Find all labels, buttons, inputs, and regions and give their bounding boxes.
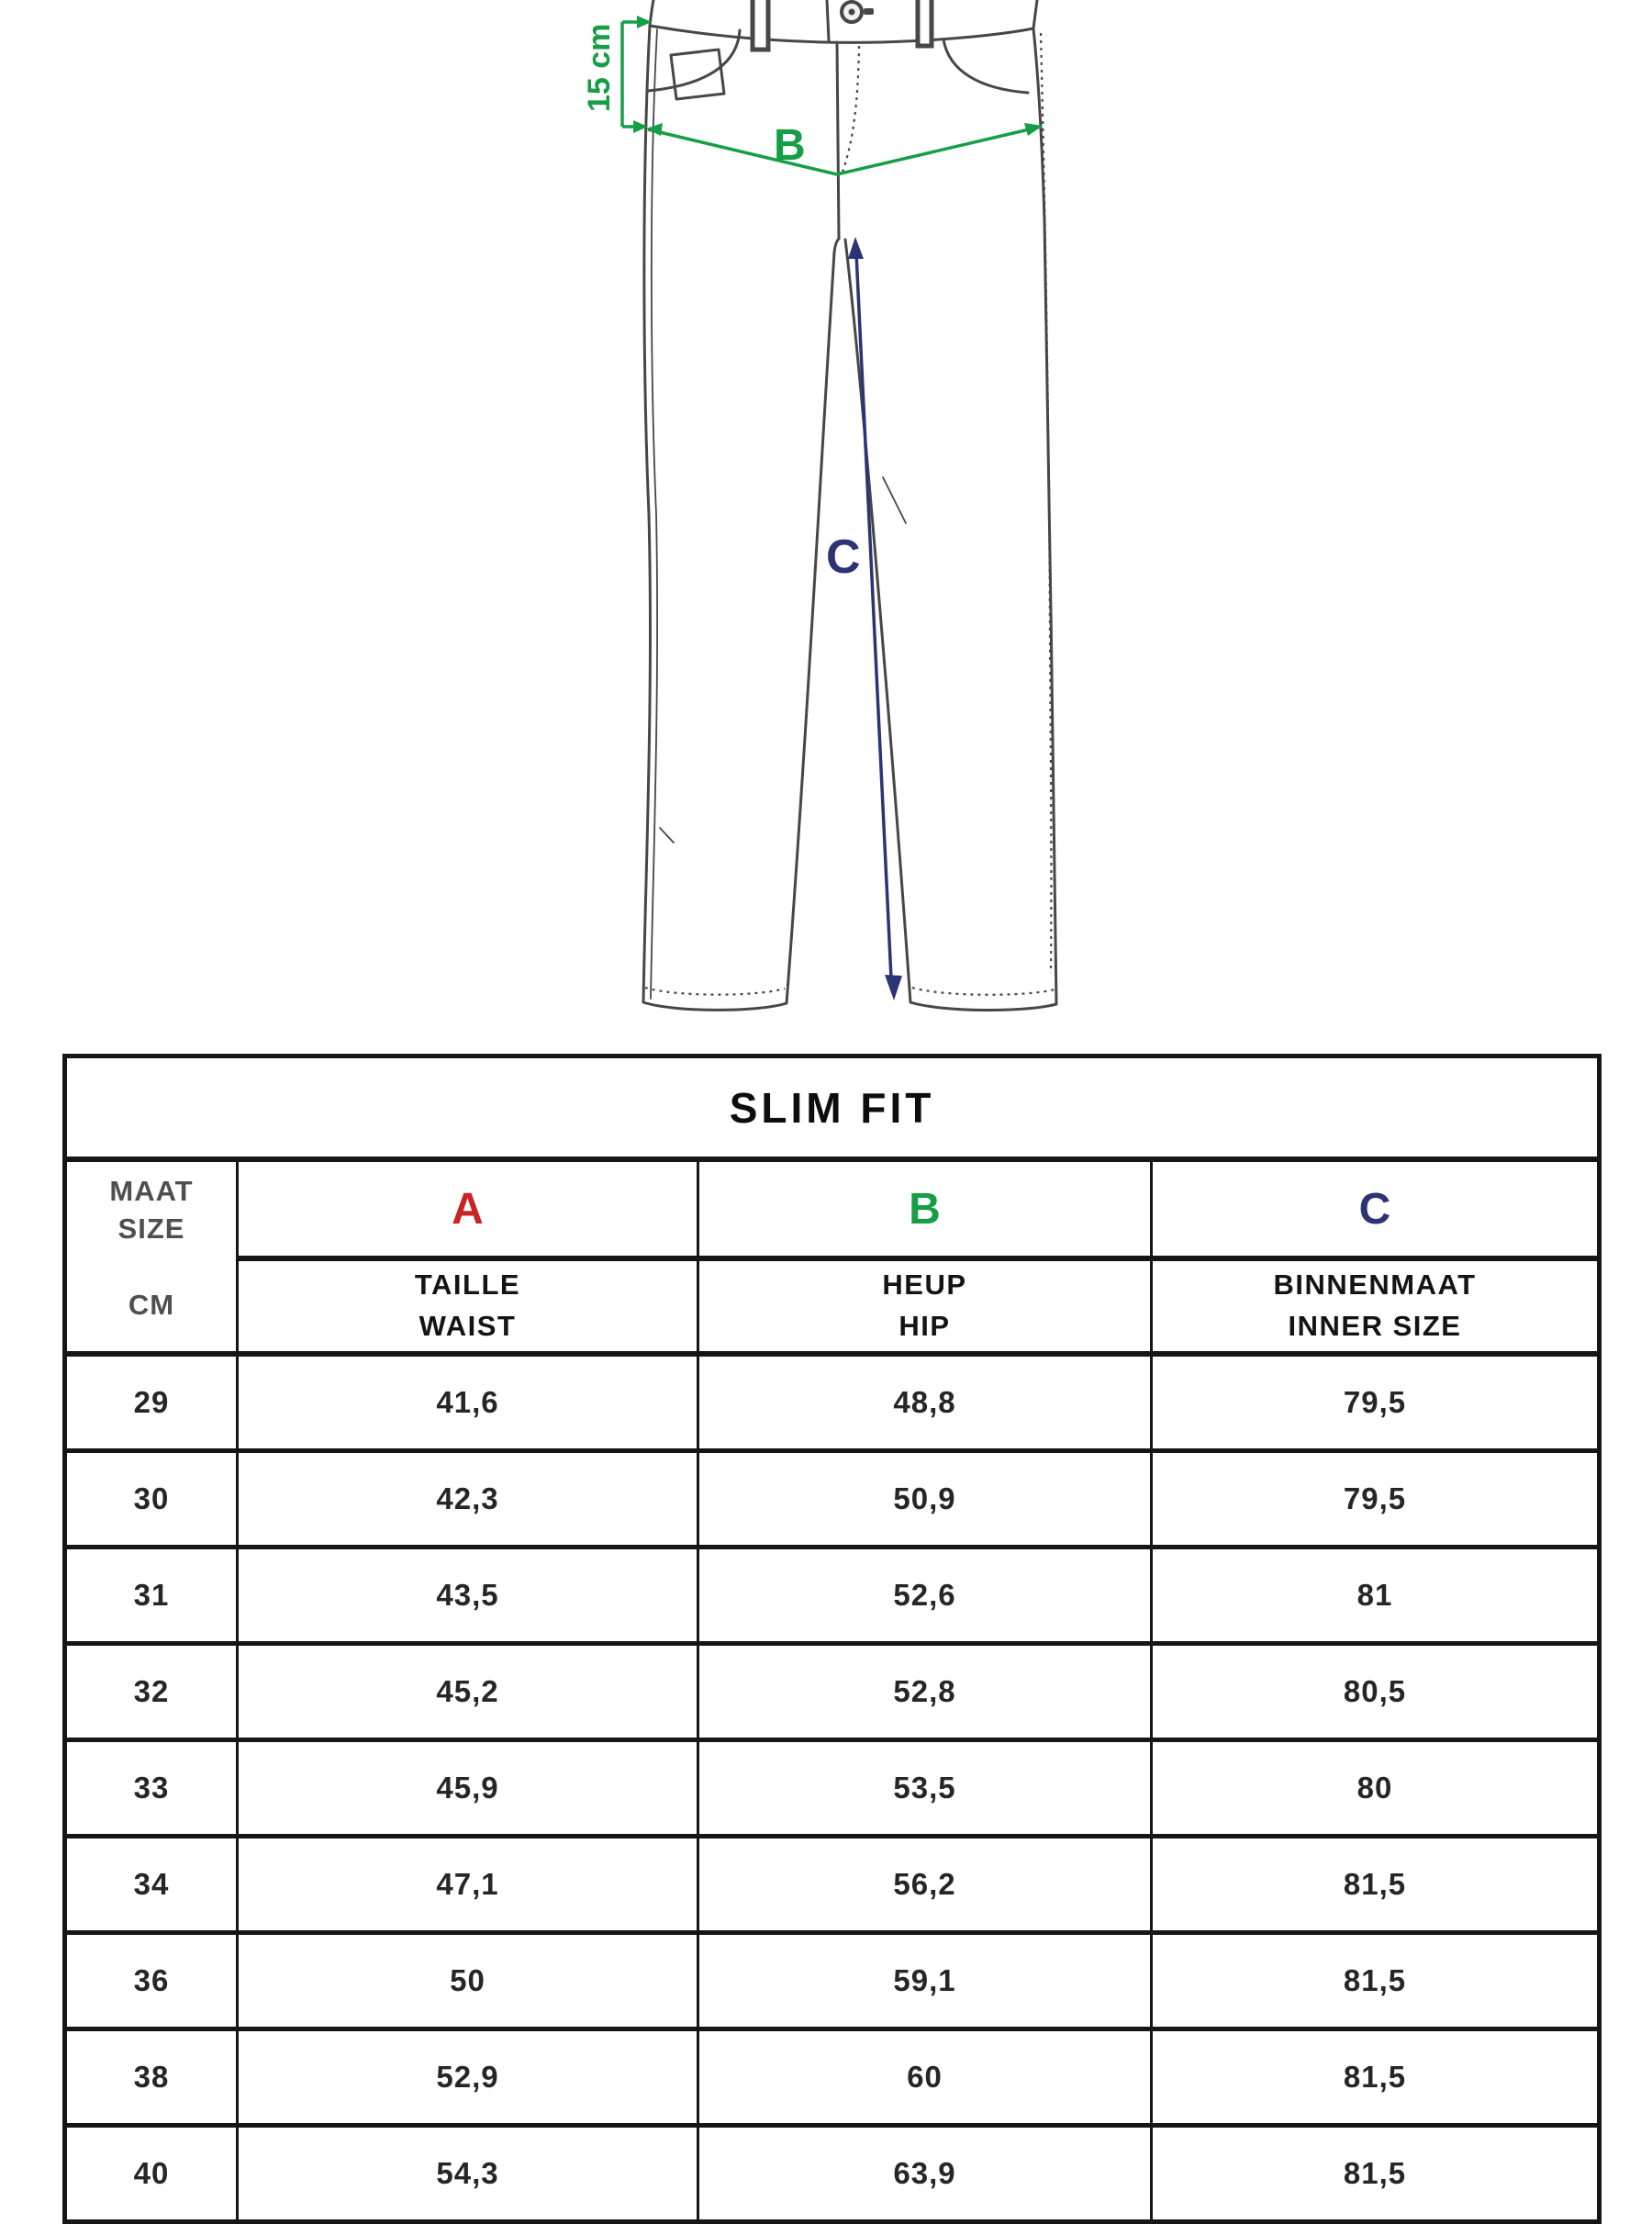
inner-size-value-cell: 79,5 <box>1152 1354 1600 1451</box>
dim-c-label: C <box>826 531 861 584</box>
size-header-unit: CM <box>128 1288 175 1321</box>
stitching-lines <box>645 33 1055 995</box>
column-letter-b: B <box>698 1159 1152 1258</box>
column-letter-row <box>65 1159 1600 1258</box>
waist-value-cell: 43,5 <box>238 1548 698 1644</box>
table-row <box>65 1548 1600 1644</box>
size-cell: 33 <box>65 1740 238 1837</box>
dim-15cm-label: 15 cm <box>582 23 617 112</box>
table-title-row <box>65 1056 1600 1160</box>
table-row <box>65 2029 1600 2126</box>
arrowhead-icon <box>646 123 663 136</box>
inner-size-value-cell: 79,5 <box>1152 1451 1600 1548</box>
pants-sketch <box>0 0 1652 1054</box>
label-nl: HEUP <box>882 1268 967 1302</box>
column-label-inner-size <box>1152 1258 1600 1354</box>
size-cell: 30 <box>65 1451 238 1548</box>
size-cell: 32 <box>65 1644 238 1740</box>
inner-size-value-cell: 81,5 <box>1152 1837 1600 1933</box>
table-title: SLIM FIT <box>65 1056 1600 1160</box>
label-nl: BINNENMAAT <box>1273 1268 1477 1302</box>
table-row <box>65 1837 1600 1933</box>
waist-value-cell: 45,2 <box>238 1644 698 1740</box>
waist-value-cell: 47,1 <box>238 1837 698 1933</box>
waist-value-cell: 41,6 <box>238 1354 698 1451</box>
hip-value-cell: 50,9 <box>698 1451 1152 1548</box>
waist-value-cell: 45,9 <box>238 1740 698 1837</box>
inner-size-value-cell: 81,5 <box>1152 2029 1600 2126</box>
column-letter-c: C <box>1152 1159 1600 1258</box>
label-nl: TAILLE <box>414 1268 521 1302</box>
table-row <box>65 2126 1600 2222</box>
dimension-15cm <box>582 16 652 133</box>
column-label-hip <box>698 1258 1152 1354</box>
inner-size-value-cell: 80 <box>1152 1740 1600 1837</box>
label-en: HIP <box>899 1310 951 1343</box>
column-label-row <box>65 1258 1600 1354</box>
table-row <box>65 1354 1600 1451</box>
size-header-maat-size <box>67 1162 236 1259</box>
table-row <box>65 1740 1600 1837</box>
coin-pocket <box>671 50 724 99</box>
hip-value-cell: 56,2 <box>698 1837 1152 1933</box>
size-table-rows <box>65 1354 1600 2222</box>
size-header-cell <box>65 1159 238 1354</box>
button-icon <box>842 2 874 22</box>
label-en: INNER SIZE <box>1288 1310 1462 1343</box>
pants-outline <box>643 26 1056 1011</box>
inner-size-value-cell: 81 <box>1152 1548 1600 1644</box>
dimension-c-inner <box>826 237 902 1000</box>
waist-value-cell: 42,3 <box>238 1451 698 1548</box>
size-header-line2: SIZE <box>117 1212 185 1245</box>
size-cell: 38 <box>65 2029 238 2126</box>
inner-size-value-cell: 80,5 <box>1152 1644 1600 1740</box>
arrowhead-icon <box>848 237 864 259</box>
column-letter-a: A <box>238 1159 698 1258</box>
column-label-waist <box>238 1258 698 1354</box>
arrowhead-icon <box>885 975 902 1000</box>
size-table <box>62 1054 1602 2224</box>
belt-loop-icon <box>918 0 932 46</box>
hip-value-cell: 60 <box>698 2029 1152 2126</box>
size-cell: 36 <box>65 1933 238 2029</box>
table-row <box>65 1451 1600 1548</box>
dim-b-label: B <box>774 121 806 170</box>
hip-value-cell: 52,8 <box>698 1644 1152 1740</box>
table-row <box>65 1933 1600 2029</box>
hip-value-cell: 59,1 <box>698 1933 1152 2029</box>
label-en: WAIST <box>419 1310 517 1343</box>
hip-value-cell: 63,9 <box>698 2126 1152 2222</box>
waist-value-cell: 52,9 <box>238 2029 698 2126</box>
table-row <box>65 1644 1600 1740</box>
pants-measurement-diagram <box>0 0 1652 1054</box>
size-cell: 31 <box>65 1548 238 1644</box>
size-header-line1: MAAT <box>109 1175 194 1208</box>
hip-value-cell: 52,6 <box>698 1548 1152 1644</box>
hip-value-cell: 48,8 <box>698 1354 1152 1451</box>
dimension-b-hip <box>646 121 1043 174</box>
belt-loop-icon <box>753 0 768 50</box>
inner-size-value-cell: 81,5 <box>1152 2126 1600 2222</box>
size-header-inner <box>67 1162 236 1351</box>
hip-value-cell: 53,5 <box>698 1740 1152 1837</box>
size-cell: 34 <box>65 1837 238 1933</box>
waist-value-cell: 54,3 <box>238 2126 698 2222</box>
waist-value-cell: 50 <box>238 1933 698 2029</box>
size-cell: 29 <box>65 1354 238 1451</box>
size-cell: 40 <box>65 2126 238 2222</box>
inner-size-value-cell: 81,5 <box>1152 1933 1600 2029</box>
